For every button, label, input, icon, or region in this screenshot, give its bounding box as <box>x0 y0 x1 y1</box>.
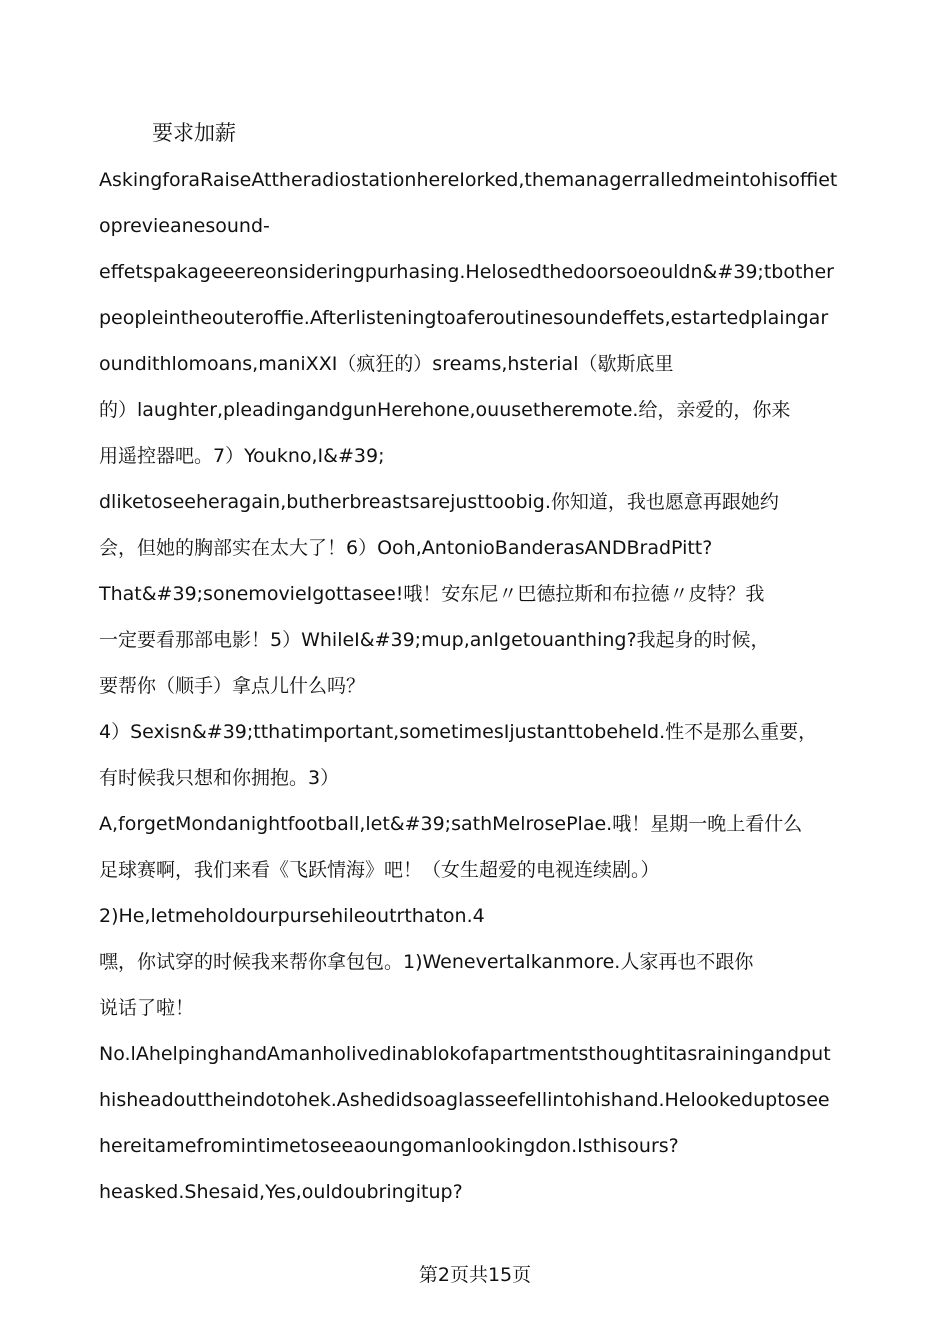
text-line-10: That&#39;sonemovieIgottasee!哦！安东尼〃巴德拉斯和布拉德〃皮特？我 <box>99 583 765 605</box>
text-line-7: 用遥控器吧。7）Youkno,I&#39; <box>99 445 385 467</box>
text-line-11: 一定要看那部电影！5）WhileI&#39;mup,anIgetouanthing?我起身的时候， <box>99 629 770 651</box>
page-number-footer: 第2页共15页 <box>418 1264 532 1286</box>
text-line-15: A,forgetMondanightfootball,let&#39;sathMelrosePlae.哦！星期一晚上看什么 <box>99 813 803 835</box>
text-line-18: 嘿，你试穿的时候我来帮你拿包包。1)Wenevertalkanmore.人家再也不跟你 <box>99 951 754 973</box>
text-line-17: 2)He,letmeholdourpursehileoutrthaton.4 <box>99 905 485 927</box>
text-line-8: dliketoseeheragain,butherbreastsarejusttoobig.你知道，我也愿意再跟她约 <box>99 491 779 513</box>
text-line-5: oundithlomoans,maniXXI（疯狂的）sreams,hsterial（歇斯底里 <box>99 353 674 375</box>
text-line-19: 说话了啦！ <box>99 997 195 1019</box>
text-line-23: heasked.Shesaid,Yes,ouldoubringitup? <box>99 1181 463 1203</box>
text-line-14: 有时候我只想和你拥抱。3） <box>99 767 340 789</box>
text-line-21: hisheadouttheindotohek.Ashedidsoaglasseefellintohishand.Helookeduptosee <box>99 1089 830 1111</box>
document-title: 要求加薪 <box>152 121 236 145</box>
text-line-4: peopleintheouteroffie.Afterlisteningtoaferoutinesoundeffets,estartedplaingar <box>99 307 829 329</box>
text-line-1: AskingforaRaiseAttheradiostationhereIorked,themanagerralledmeintohisoffiet <box>99 169 838 191</box>
text-line-2: oprevieanesound- <box>99 215 270 237</box>
text-line-12: 要帮你（顺手）拿点儿什么吗？ <box>99 675 366 697</box>
text-line-13: 4）Sexisn&#39;tthatimportant,sometimesIjustanttobeheld.性不是那么重要， <box>99 721 818 743</box>
text-line-16: 足球赛啊，我们来看《飞跃情海》吧！（女生超爱的电视连续剧。） <box>99 859 660 881</box>
text-line-6: 的）laughter,pleadingandgunHerehone,ouusetheremote.给，亲爱的，你来 <box>99 399 791 421</box>
text-line-20: No.lAhelpinghandAmanholivedinablokofapartmentsthoughtitasrainingandput <box>99 1043 831 1065</box>
text-line-9: 会，但她的胸部实在太大了！6）Ooh,AntonioBanderasANDBradPitt? <box>99 537 713 559</box>
text-line-3: effetspakageeereonsideringpurhasing.Helosedthedoorsoeouldn&#39;tbother <box>99 261 834 283</box>
text-line-22: hereitamefromintimetoseeaoungomanlookingdon.Isthisours? <box>99 1135 679 1157</box>
